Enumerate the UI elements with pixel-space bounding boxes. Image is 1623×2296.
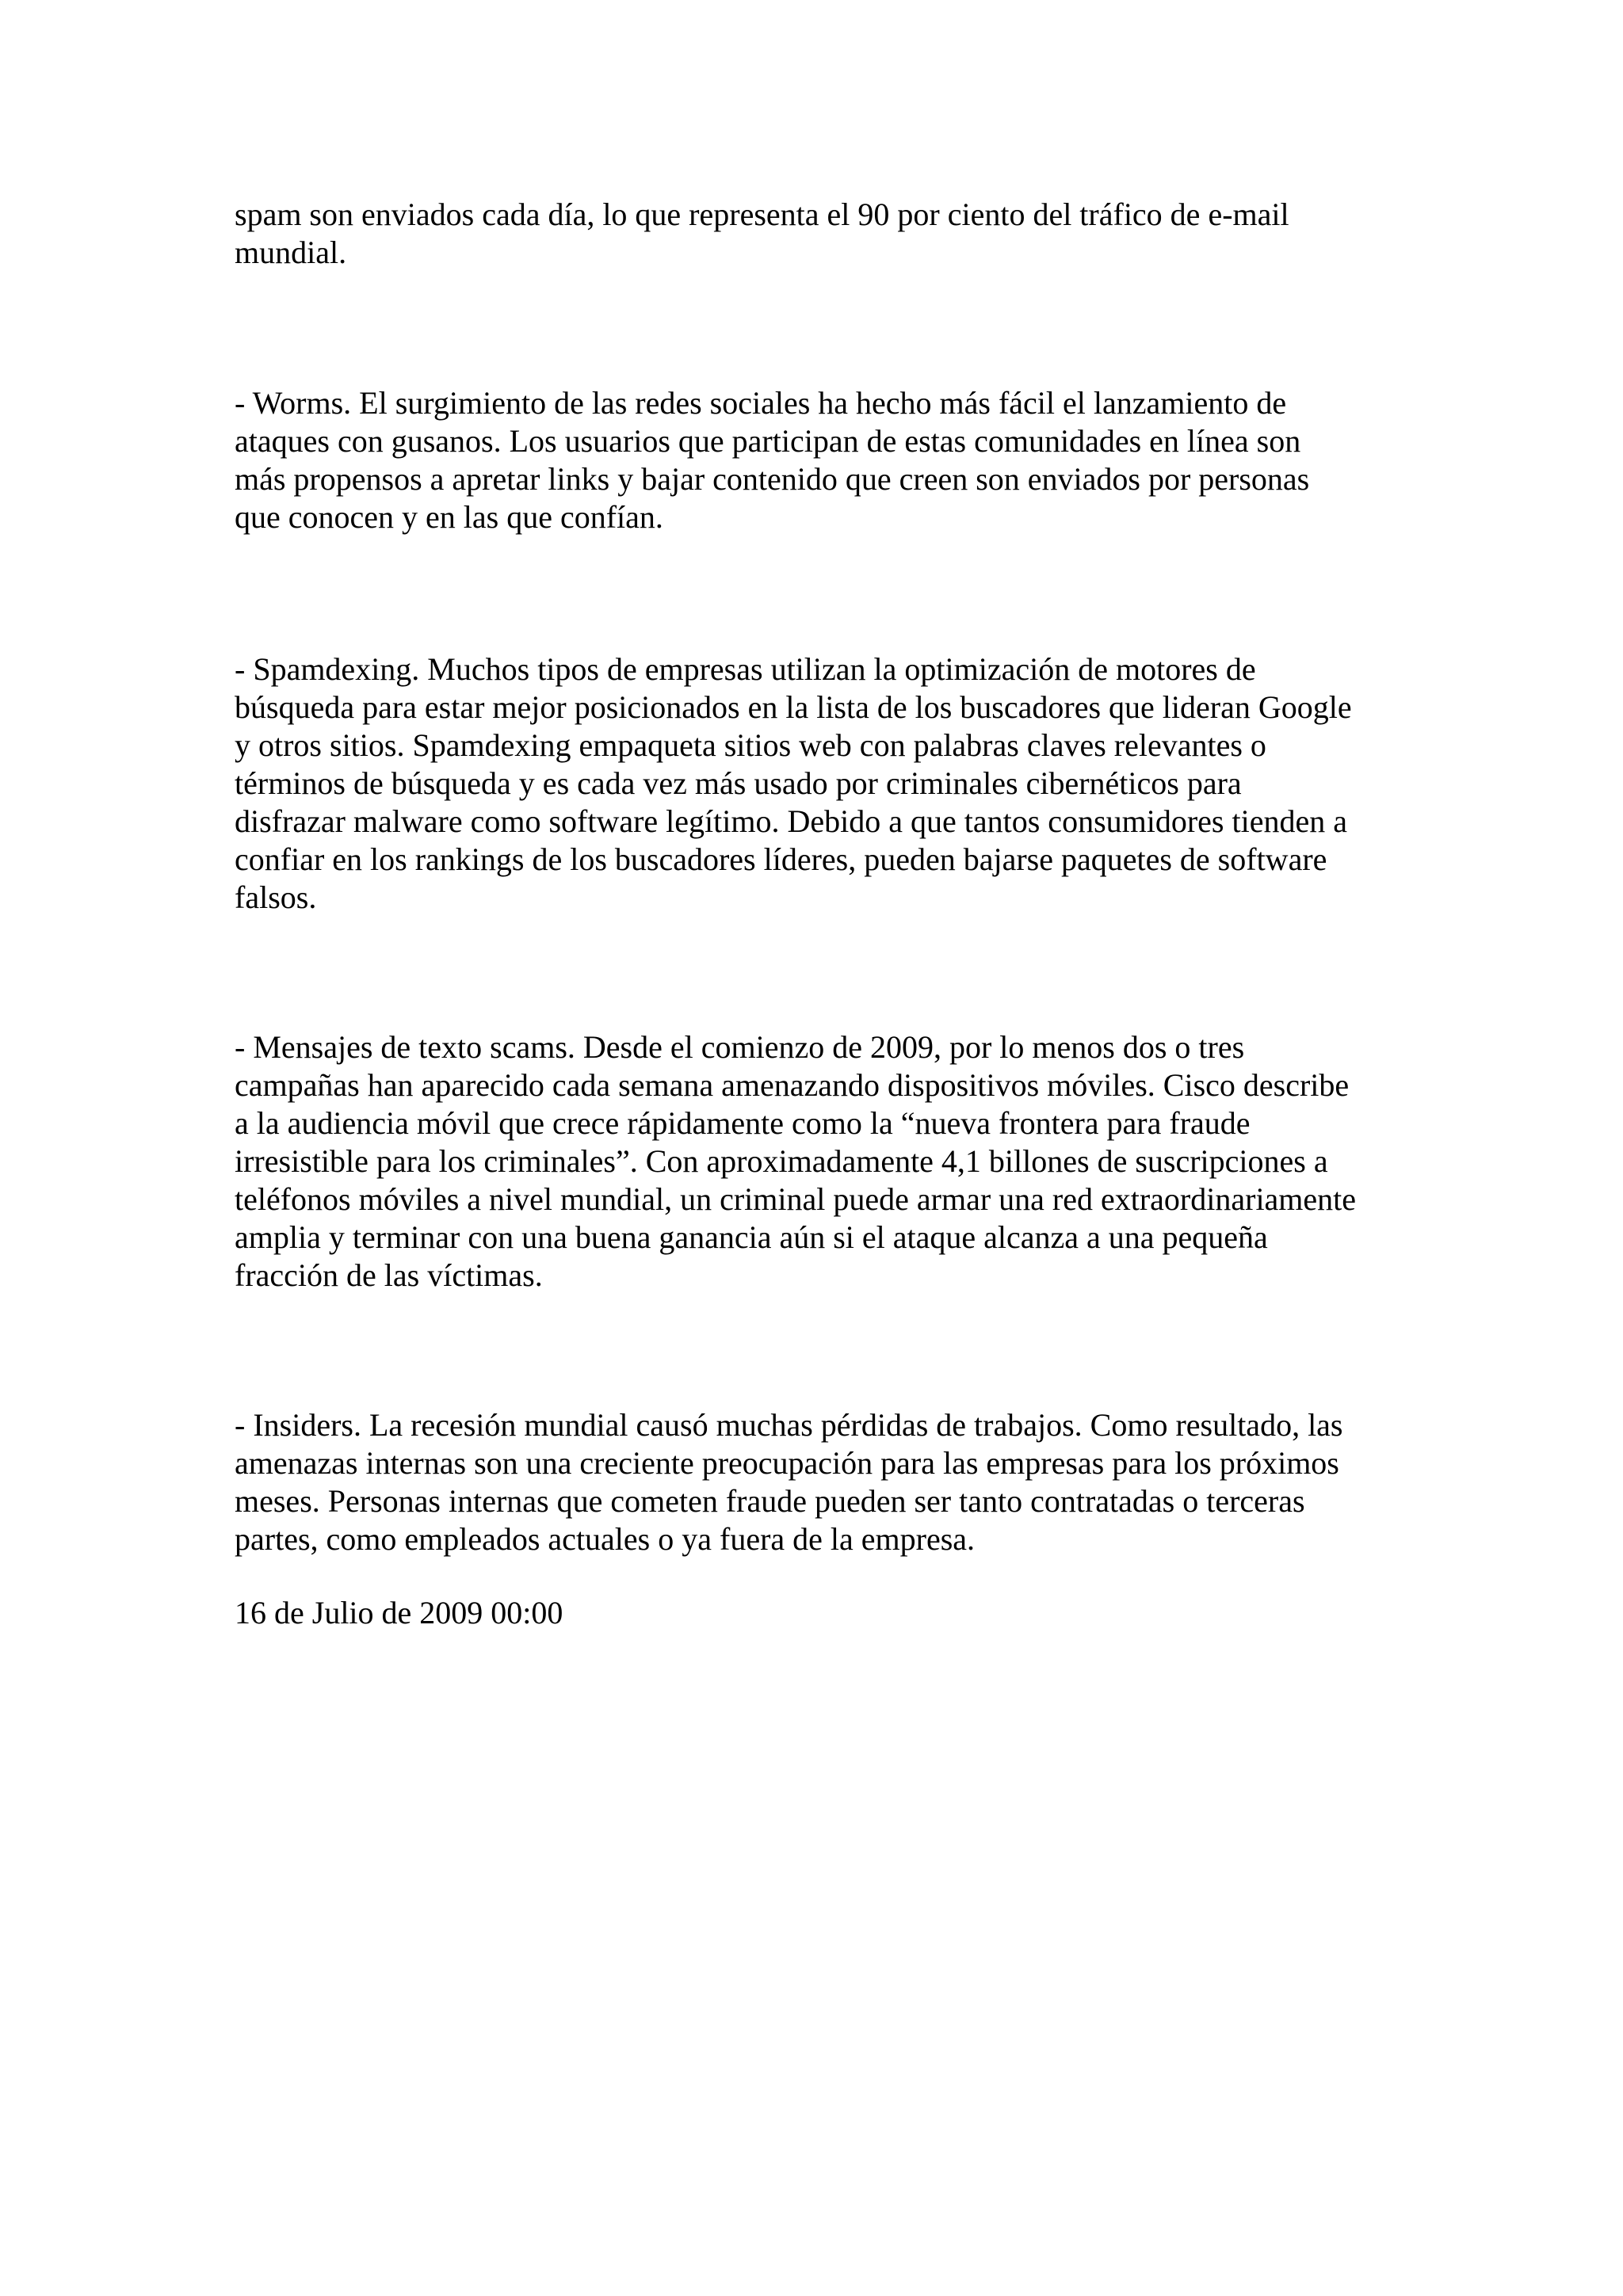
paragraph-line: falsos. (235, 879, 317, 915)
paragraph-line: spam son enviados cada día, lo que representa el 90 por ciento del tráfico de e-mail (235, 196, 1289, 232)
paragraph-line: que conocen y en las que confían. (235, 499, 663, 535)
paragraph-line: teléfonos móviles a nivel mundial, un criminal puede armar una red extraordinariamente (235, 1181, 1357, 1217)
paragraph-worms (235, 384, 1423, 536)
paragraph-line: mundial. (235, 235, 347, 270)
paragraph-line: partes, como empleados actuales o ya fuera de la empresa. (235, 1521, 976, 1557)
paragraph-line: irresistible para los criminales”. Con aproximadamente 4,1 billones de suscripciones a (235, 1143, 1328, 1179)
paragraph-line: disfrazar malware como software legítimo. Debido a que tantos consumidores tienden a (235, 803, 1347, 839)
paragraph-line: términos de búsqueda y es cada vez más usado por criminales cibernéticos para (235, 765, 1242, 801)
paragraph-line: campañas han aparecido cada semana amenazando dispositivos móviles. Cisco describe (235, 1067, 1350, 1103)
paragraph-line: a la audiencia móvil que crece rápidamente como la “nueva frontera para fraude (235, 1105, 1251, 1141)
paragraph-line: meses. Personas internas que cometen fraude pueden ser tanto contratadas o terceras (235, 1483, 1305, 1519)
paragraph-line: - Mensajes de texto scams. Desde el comienzo de 2009, por lo menos dos o tres (235, 1029, 1245, 1065)
paragraph-line: - Insiders. La recesión mundial causó muchas pérdidas de trabajos. Como resultado, las (235, 1407, 1343, 1443)
paragraph-line: ataques con gusanos. Los usuarios que participan de estas comunidades en línea son (235, 423, 1301, 459)
paragraph-line: fracción de las víctimas. (235, 1257, 543, 1293)
paragraph-line: búsqueda para estar mejor posicionados en la lista de los buscadores que lideran Google (235, 689, 1352, 725)
article-date (235, 1594, 1423, 1632)
paragraph-line: - Spamdexing. Muchos tipos de empresas utilizan la optimización de motores de (235, 651, 1256, 687)
paragraph-text-scams (235, 1028, 1423, 1295)
paragraph-line: más propensos a apretar links y bajar contenido que creen son enviados por personas (235, 461, 1310, 497)
paragraph-line: amplia y terminar con una buena ganancia aún si el ataque alcanza a una pequeña (235, 1219, 1268, 1255)
paragraph-line: confiar en los rankings de los buscadores líderes, pueden bajarse paquetes de software (235, 841, 1327, 877)
paragraph-intro-continuation (235, 196, 1423, 272)
date-text: 16 de Julio de 2009 00:00 (235, 1595, 563, 1630)
paragraph-line: - Worms. El surgimiento de las redes sociales ha hecho más fácil el lanzamiento de (235, 385, 1287, 421)
paragraph-line: amenazas internas son una creciente preocupación para las empresas para los próximos (235, 1445, 1339, 1481)
paragraph-spamdexing (235, 650, 1423, 917)
paragraph-line: y otros sitios. Spamdexing empaqueta sitios web con palabras claves relevantes o (235, 727, 1266, 763)
paragraph-insiders (235, 1406, 1423, 1558)
